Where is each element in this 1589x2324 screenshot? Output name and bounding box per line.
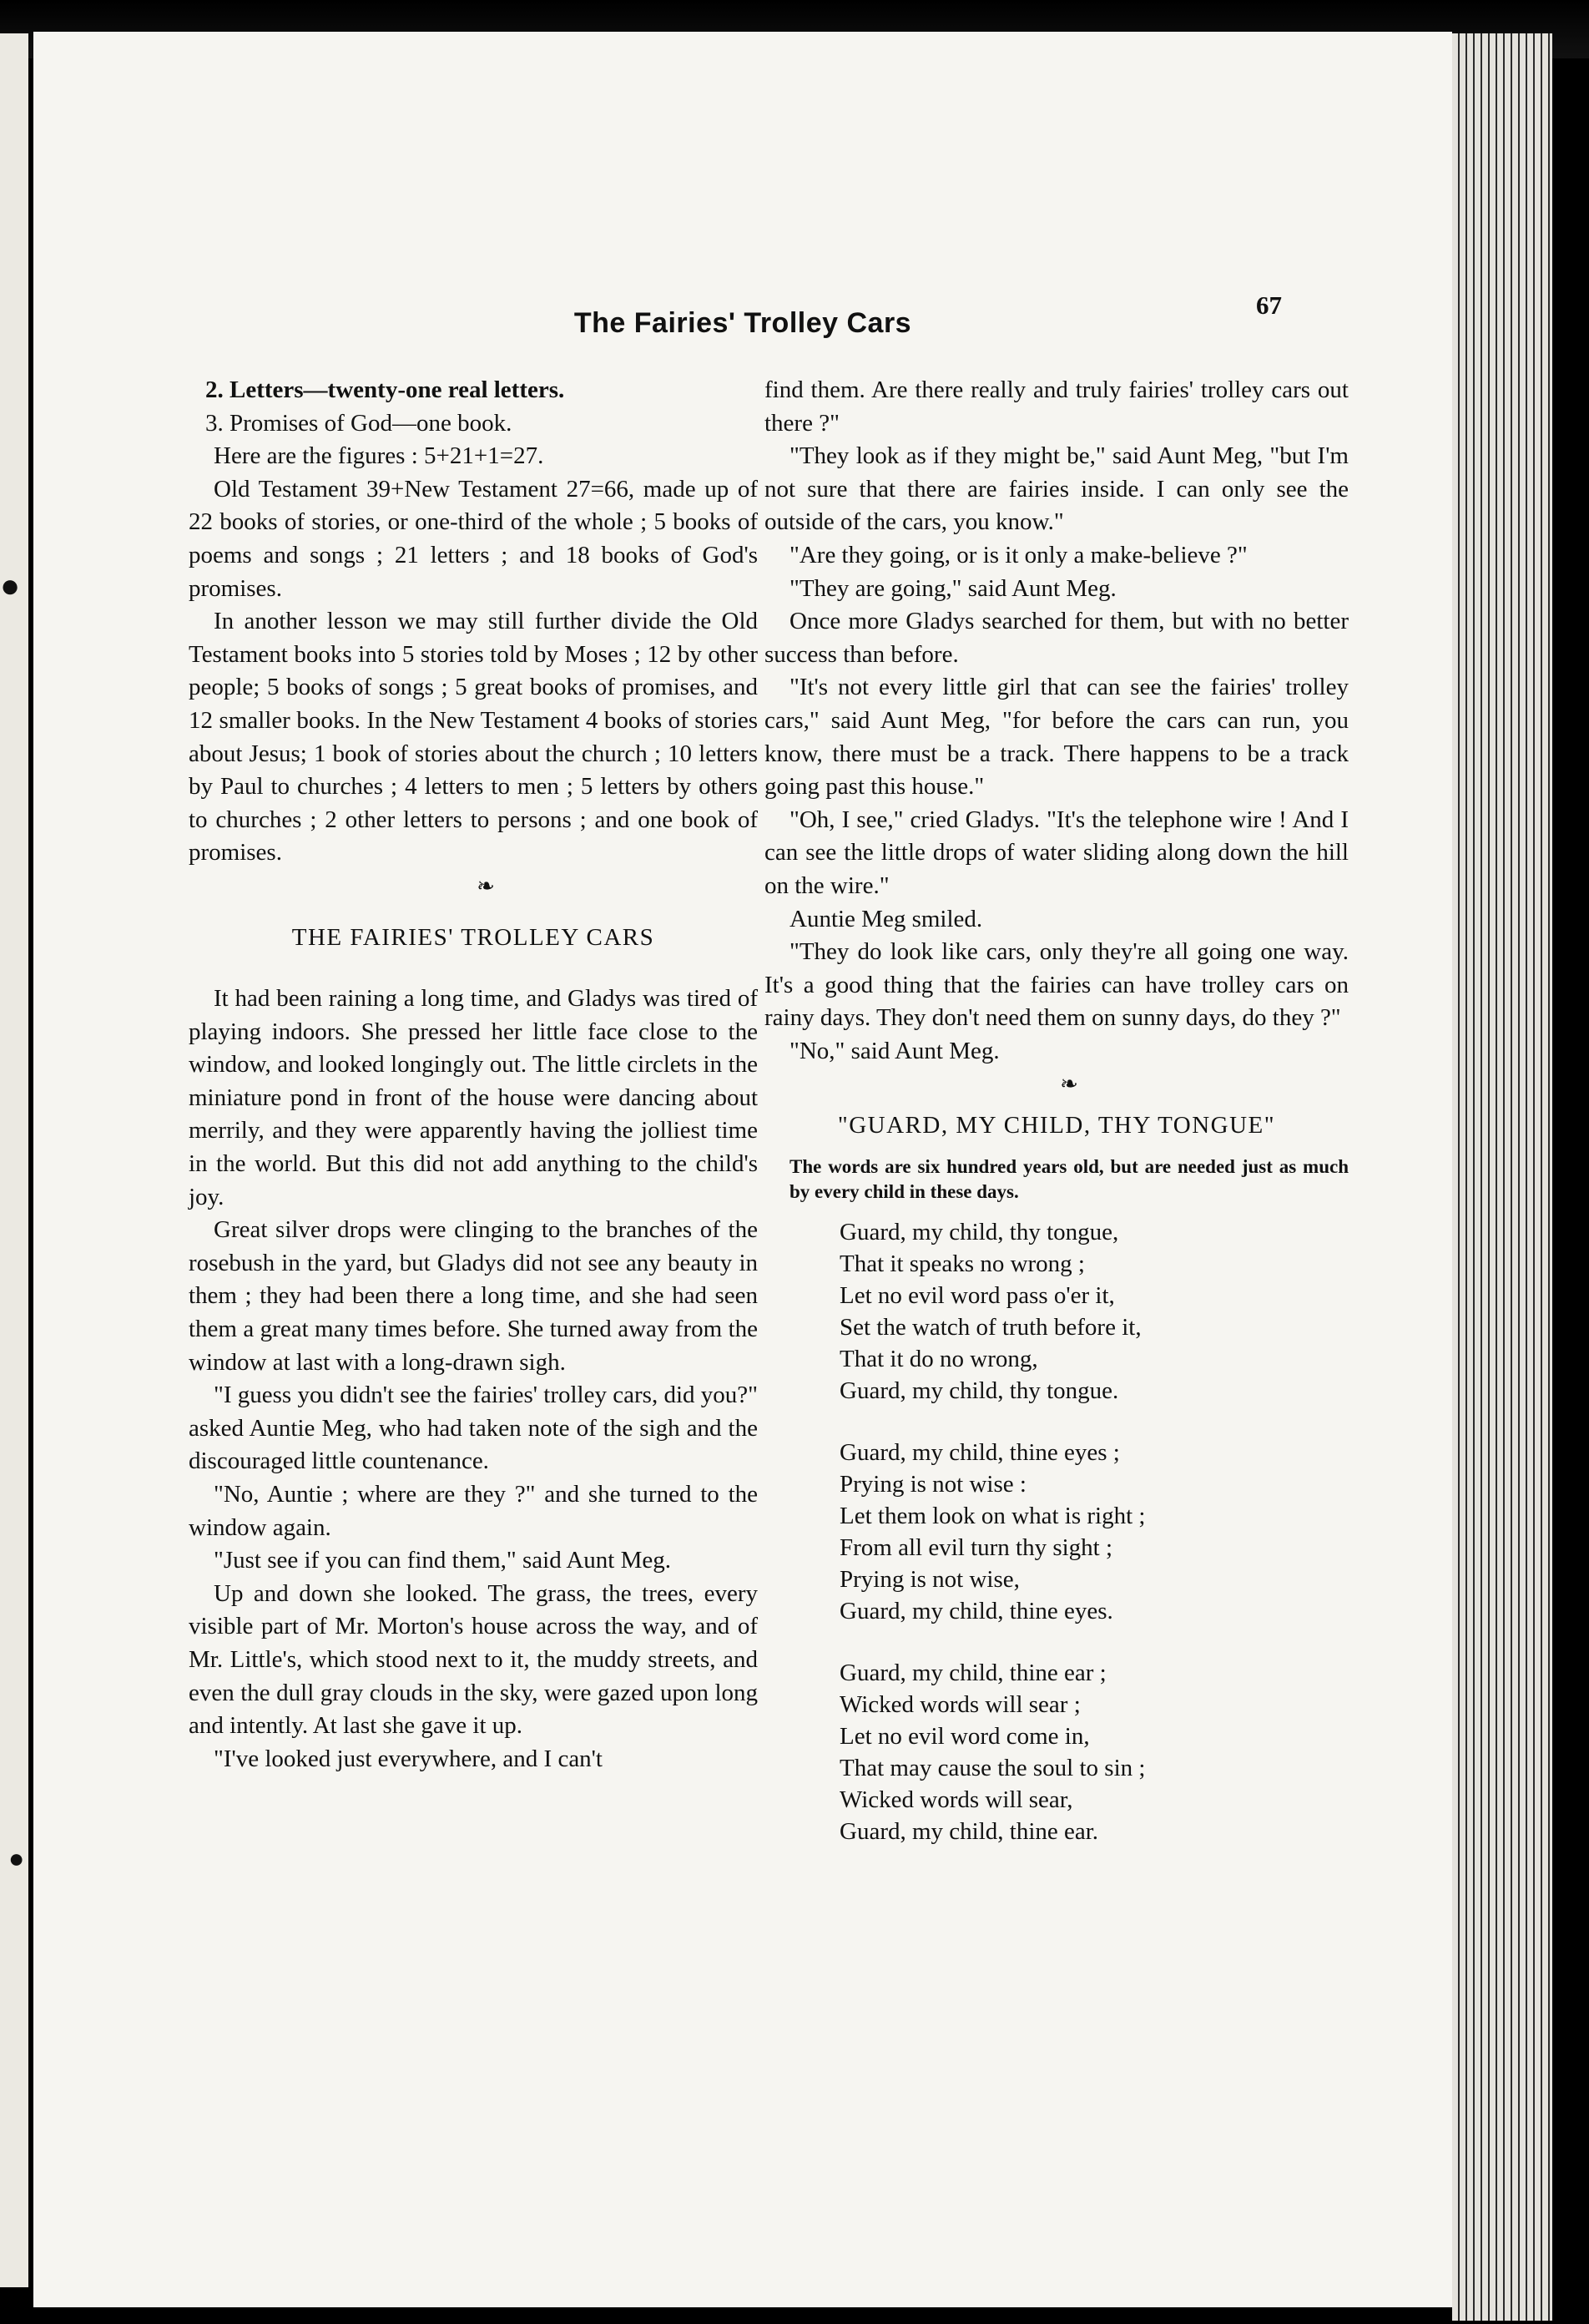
poem-line: Guard, my child, thy tongue. xyxy=(840,1377,1119,1404)
poem-stanza xyxy=(840,1657,1349,1847)
poem-line: Let no evil word pass o'er it, xyxy=(840,1281,1115,1309)
poem-line: From all evil turn thy sight ; xyxy=(840,1533,1113,1561)
poem-line: Guard, my child, thine ear. xyxy=(840,1817,1099,1845)
left-column xyxy=(189,374,758,1776)
paragraph: "They look as if they might be," said Aunt Meg, "but I'm not sure that there are fairies inside. I can only see the outside of the cars, you know." xyxy=(764,442,1349,536)
poem-line: Guard, my child, thine ear ; xyxy=(840,1659,1107,1686)
poem-line: Set the watch of truth before it, xyxy=(840,1313,1142,1341)
book-page xyxy=(0,32,1452,2307)
poem-line: Guard, my child, thine eyes ; xyxy=(840,1438,1120,1466)
paragraph: Auntie Meg smiled. xyxy=(789,905,983,932)
facing-page-edge xyxy=(0,33,28,2287)
poem-line: Guard, my child, thine eyes. xyxy=(840,1597,1113,1624)
poem-line: That may cause the soul to sin ; xyxy=(840,1754,1146,1781)
paragraph: "Oh, I see," cried Gladys. "It's the telephone wire ! And I can see the little drops of water sliding along down the hill on the wire." xyxy=(764,806,1349,899)
paragraph: Once more Gladys searched for them, but with no better success than before. xyxy=(764,608,1349,668)
poem-line: Prying is not wise, xyxy=(840,1565,1020,1593)
poem-line: Wicked words will sear ; xyxy=(840,1690,1081,1718)
list-item: 2. Letters—twenty-one real letters. xyxy=(205,376,565,403)
poem-stanza xyxy=(840,1216,1349,1407)
ornament-icon: ❧ xyxy=(477,873,495,898)
paragraph: Old Testament 39+New Testament 27=66, made up of 22 books of stories, or one-third of the whole ; 5 books of poems and songs ; 21 letters ; and 18 books of God's promises. xyxy=(189,475,758,602)
running-head: The Fairies' Trolley Cars xyxy=(573,307,912,339)
poem-line: Let no evil word come in, xyxy=(840,1722,1090,1750)
paragraph: "They are going," said Aunt Meg. xyxy=(789,574,1117,602)
poem xyxy=(840,1216,1349,1847)
right-column xyxy=(764,374,1349,1877)
page-stack-edges xyxy=(1452,33,1552,2321)
page-number: 67 xyxy=(1256,290,1282,320)
paragraph: "Are they going, or is it only a make-believe ?" xyxy=(789,541,1248,568)
margin-blot: ● xyxy=(8,1843,25,1873)
paragraph: Here are the figures : 5+21+1=27. xyxy=(214,442,544,470)
paragraph: It had been raining a long time, and Gladys was tired of playing indoors. She pressed her little face close to the window, and looked longingly out. The little circlets in the miniature pond in front of the house were dancing about merrily, and they were apparently having the jolliest time in the world. But this did not add anything to the child's joy. xyxy=(189,985,758,1210)
section-heading: THE FAIRIES' TROLLEY CARS xyxy=(291,923,655,951)
paragraph: "I've looked just everywhere, and I can't xyxy=(214,1745,603,1772)
paragraph: "They do look like cars, only they're all going one way. It's a good thing that the fairies can have trolley cars on rainy days. They don't need them on sunny days, do they ?" xyxy=(764,938,1349,1032)
paragraph: "No, Auntie ; where are they ?" and she turned to the window again. xyxy=(189,1481,758,1541)
section-heading: "GUARD, MY CHILD, THY TONGUE" xyxy=(837,1112,1276,1139)
paragraph: "Just see if you can find them," said Aunt Meg. xyxy=(214,1547,672,1574)
ornament-icon: ❧ xyxy=(1060,1072,1078,1097)
poem-line: Prying is not wise : xyxy=(840,1470,1027,1498)
poem-line: Guard, my child, thy tongue, xyxy=(840,1218,1119,1245)
paragraph: "It's not every little girl that can see the fairies' trolley cars," said Aunt Meg, "for before the cars can run, you know, there must be a track. There happens to be a track going past this house." xyxy=(764,674,1349,801)
paragraph: Up and down she looked. The grass, the trees, every visible part of Mr. Morton's house across the way, and of Mr. Little's, which stood next to it, the muddy streets, and even the dull gray clouds in the sky, were gazed upon long and intently. At last she gave it up. xyxy=(189,1579,758,1740)
poem-stanza xyxy=(840,1437,1349,1627)
poem-line: Wicked words will sear, xyxy=(840,1786,1073,1813)
poem-line: Let them look on what is right ; xyxy=(840,1502,1146,1529)
poem-intro-note: The words are six hundred years old, but are needed just as much by every child in these days. xyxy=(789,1155,1349,1202)
paragraph: In another lesson we may still further divide the Old Testament books into 5 stories told by Moses ; 12 by other people; 5 books of songs ; 5 great books of promises, and 12 smaller books. In the New Testament 4 books of stories about Jesus; 1 book of stories about the church ; 10 letters by Paul to churches ; 4 letters to men ; 5 letters by others to churches ; 2 other letters to persons ; and one book of promises. xyxy=(189,608,758,866)
poem-line: That it do no wrong, xyxy=(840,1345,1038,1372)
paragraph: "No," said Aunt Meg. xyxy=(789,1037,1000,1064)
paragraph: Great silver drops were clinging to the branches of the rosebush in the yard, but Gladys did not see any beauty in them ; they had been there a long time, and she had seen them a great many times before. She turned away from the window at last with a long-drawn sigh. xyxy=(189,1216,758,1376)
margin-blot: ● xyxy=(0,567,21,604)
paragraph: find them. Are there really and truly fairies' trolley cars out there ?" xyxy=(764,376,1349,437)
poem-line: That it speaks no wrong ; xyxy=(840,1250,1085,1277)
paragraph: "I guess you didn't see the fairies' trolley cars, did you?" asked Auntie Meg, who had taken note of the sigh and the discouraged little countenance. xyxy=(189,1382,758,1475)
list-item: 3. Promises of God—one book. xyxy=(205,409,512,437)
